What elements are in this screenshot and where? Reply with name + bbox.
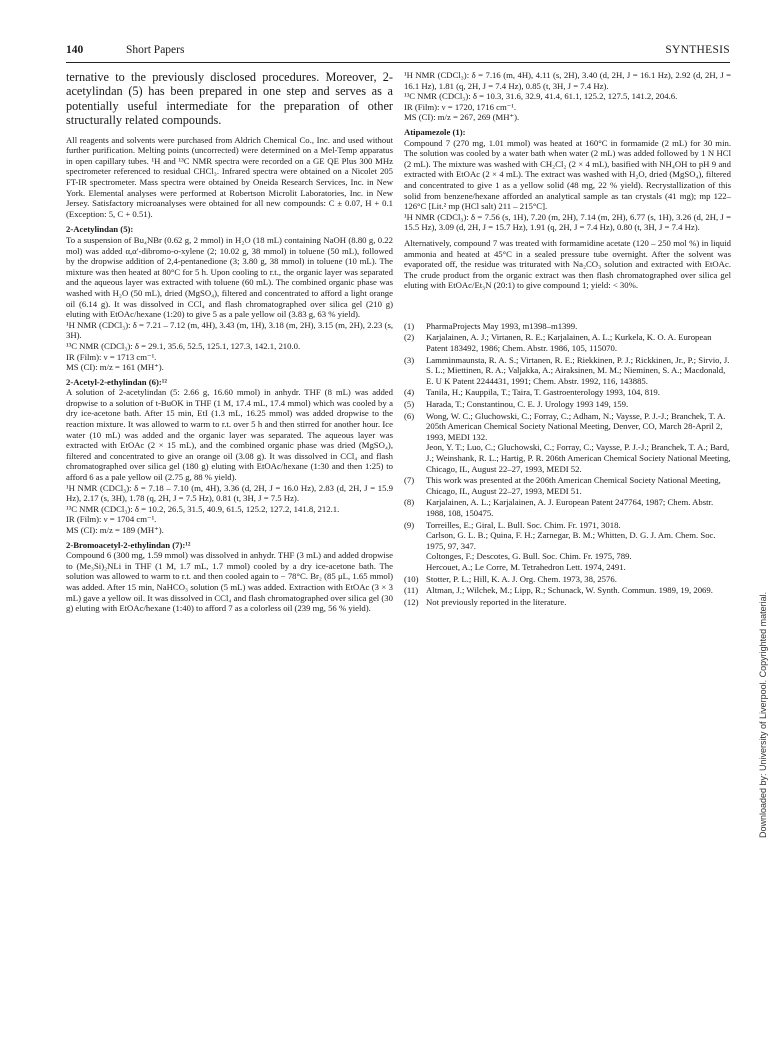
reference-citation: Karjalainen, A. L.; Karjalainen, A. J. European Patent 247764, 1987; Chem. Abstr. 1988, 108, 150475.	[426, 497, 714, 518]
reference-item	[404, 597, 731, 608]
compound-5-13c-nmr: ¹³C NMR (CDCl₃): δ = 29.1, 35.6, 52.5, 125.1, 127.3, 142.1, 210.0.	[66, 340, 301, 351]
intro-paragraph: ternative to the previously disclosed procedures. Moreover, 2-acetylindan (5) has been prepared in one step and serves as a potentially useful intermediate for the preparation of other structurally related compounds.	[66, 70, 393, 128]
reference-number: (12)	[404, 596, 419, 607]
reference-citation: Torreilles, E.; Giral, L. Bull. Soc. Chim. Fr. 1971, 3018.	[426, 519, 621, 530]
reference-text	[426, 597, 731, 608]
section-title: Short Papers	[126, 44, 185, 56]
compound-7-1h-nmr: ¹H NMR (CDCl₃): δ = 7.16 (m, 4H), 4.11 (s, 2H), 3.40 (d, 2H, J = 16.1 Hz), 2.92 (d, 2H, J = 16.1 Hz), 1.81 (q, 2H, J = 7.4 Hz), 0.85 (t, 3H, J = 7.4 Hz).	[404, 70, 731, 91]
reference-citation: Hercouet, A.; Le Corre, M. Tetrahedron Lett. 1974, 2491.	[426, 561, 626, 572]
reference-citation: Not previously reported in the literature.	[426, 596, 567, 607]
reference-number: (7)	[404, 475, 415, 486]
compound-6-procedure: A solution of 2-acetylindan (5: 2.66 g, 16.60 mmol) in anhydr. THF (8 mL) was added dropwise to a solution of t-BuOK in THF (1 M, 17.4 mL, 17.4 mmol) which was cooled by a dry ice-acetone bath. After 15 min, EtI (1.3 mL, 16.25 mmol) was added dropwise to the reaction mixture. It was allowed to warm to r.t. over 5 h and then stirred for another hour. Ice water (10 mL) was added and the organic layer was separated. The aqueous layer was extracted with EtOAc (2 × 15 mL), and the combined organic phase was dried (MgSO₄), filtered and concentrated to give an orange oil (3.08 g). It was dissolved in CCl₄ and flash chromatographed over silica gel (180 g) eluting with EtOAc/hexane (1:30 and then 1:25) to afford 6 as a pale yellow oil (2.75 g, 88 % yield).	[66, 387, 393, 483]
reference-citation: Carlson, G. L. B.; Quina, F. H.; Zarnegar, B. M.; Whitten, D. G. J. Am. Chem. Soc. 1975, 97, 347.	[426, 530, 716, 551]
reference-number: (3)	[404, 354, 415, 365]
page-number: 140	[66, 44, 84, 56]
reference-text	[426, 411, 731, 475]
reference-citation: This work was presented at the 206th American Chemical Society National Meeting, Chicago, IL, August 22–27, 1993, MEDI 51.	[426, 475, 721, 496]
left-column	[66, 70, 393, 614]
reference-text	[426, 574, 731, 585]
atipamezole-heading: Atipamezole (1):	[404, 126, 466, 137]
reference-text	[426, 321, 731, 332]
reference-item	[404, 520, 731, 573]
reference-citation: Jeon, Y. T.; Luo, C.; Gluchowski, C.; Forray, C.; Vaysse, P. J.-J.; Branchek, T. A.; Bard, J.; Weinshank, R. L.; Hartig, P. R. 206th American Chemical Society National Meeting, Chicago, IL, August 22–27, 1993, MEDI 52.	[426, 442, 731, 474]
reference-citation: Lamminmaunsta, R. A. S.; Virtanen, R. E.; Riekkinen, P. J.; Rickkinen, Jr., P.; Sirvio, J. S. L.; Miettinen, R. A.; Valjakka, A.; Airaksinen, M. M.; Nieminen, S. A.; Macdonald, E. U K Patent 2244431, 1991; Chem. Abstr. 1992, 116, 143885.	[426, 354, 730, 386]
references-list	[404, 321, 731, 607]
right-column	[404, 70, 731, 608]
reference-number: (9)	[404, 519, 415, 530]
compound-5-ms: MS (CI): m/z = 161 (MH⁺).	[66, 362, 164, 373]
compound-5-ir: IR (Film): ν = 1713 cm⁻¹.	[66, 351, 157, 362]
compound-6-ms: MS (CI): m/z = 189 (MH⁺).	[66, 525, 164, 535]
reference-citation: Harada, T.; Constantinou, C. E. J. Urology 1993 149, 159.	[426, 399, 629, 410]
reference-citation: Altman, J.; Wilchek, M.; Lipp, R.; Schunack, W. Synth. Commun. 1989, 19, 2069.	[426, 585, 713, 596]
compound-6-ir: IR (Film): ν = 1704 cm⁻¹.	[66, 514, 157, 525]
header-rule	[66, 62, 730, 63]
reference-text	[426, 585, 731, 596]
reference-item	[404, 355, 731, 387]
compound-6-heading: 2-Acetyl-2-ethylindan (6):¹²	[66, 376, 167, 387]
journal-name: SYNTHESIS	[665, 44, 730, 56]
page-header	[66, 44, 730, 60]
reference-text	[426, 399, 731, 410]
compound-6-1h-nmr: ¹H NMR (CDCl₃): δ = 7.18 – 7.10 (m, 4H), 3.36 (d, 2H, J = 16.0 Hz), 2.83 (d, 2H, J = 15.9 Hz), 2.17 (s, 3H), 1.78 (q, 2H, J = 7.5 Hz), 0.81 (t, 3H, J = 7.5 Hz).	[66, 482, 393, 504]
reference-item	[404, 475, 731, 496]
reference-number: (2)	[404, 332, 415, 343]
atipamezole-procedure: Compound 7 (270 mg, 1.01 mmol) was heated at 160°C in formamide (2 mL) for 30 min. The solution was cooled by a water bath when water (2 mL) was added followed by 1 N HCl (2 mL). The mixture was washed with CH₂Cl₂ (2 × 4 mL), basified with NH₄OH to pH 9 and extracted with EtOAc (2 × 4 mL). The extract was washed with H₂O, dried (MgSO₄), filtered and concentrated to give 1 as a yellow solid (48 mg, 22 % yield). Recrystallization of this solid from benzene/hexane afforded an analytical sample as tan crystals (41 mg); mp 122–126°C [Lit.² mp (HCl salt) 211 – 215°C].	[404, 137, 731, 212]
general-methods-paragraph: All reagents and solvents were purchased from Aldrich Chemical Co., Inc. and used without further purification. Melting points (uncorrected) were determined on a Mel-Temp apparatus in open capillary tubes. ¹H and ¹³C NMR spectra were recorded on a GE QE Plus 300 MHz spectrometer referenced to residual CHCl₃. Infrared spectra were obtained on a Nicolet 205 FT-IR spectrometer. Mass spectra were obtained by Oneida Research Services, Inc. in New York. Elemental analyses were performed at Robertson Microlit Laboratories, Inc. in New Jersey. Satisfactory microanalyses were obtained for all new compounds: C ± 0.07, H + 0.1 (Exception: 5, C + 0.51).	[66, 134, 393, 219]
reference-item	[404, 574, 731, 585]
reference-citation: Wong, W. C.; Gluchowski, C.; Forray, C.; Adham, N.; Vaysse, P. J.-J.; Branchek, T. A. 205th American Chemical Society National Meeting, Denver, CO, March 28-April 2, 1993, MEDI 132.	[426, 410, 726, 442]
reference-text	[426, 387, 731, 398]
reference-citation: Karjalainen, A. J.; Virtanen, R. E.; Karjalainen, A. L.; Kurkela, K. O. A. European Patent 183492, 1986; Chem. Abstr. 1986, 105, 115070.	[426, 332, 712, 354]
compound-5-procedure: To a suspension of Bu₄NBr (0.62 g, 2 mmol) in H₂O (18 mL) containing NaOH (8.80 g, 0.22 mol) was added α,α′-dibromo-o-xylene (2; 10.02 g, 38 mmol) in toluene (50 mL), followed by the dropwise addition of 2,4-pentanedione (3; 3.80 g, 38 mmol) in toluene (10 mL). The mixture was then heated at 80°C for 5 h. Upon cooling to r.t., the organic layer was separated and the aqueous layer was extracted with toluene (60 mL). The combined organic phase was washed with H₂O (50 mL), dried (MgSO₄), filtered and concentrated to afford a light orange oil (6.14 g). It was dissolved in CCl₄ and flash chromatographed over silica gel (210 g) eluting with EtOAc/hexane (1:20) to give 5 as a pale yellow oil (3.83 g, 63 % yield).	[66, 234, 393, 320]
reference-item	[404, 332, 731, 353]
reference-text	[426, 475, 731, 496]
reference-text	[426, 355, 731, 387]
reference-citation: Coltonges, F.; Descotes, G. Bull. Soc. Chim. Fr. 1975, 789.	[426, 551, 632, 562]
reference-citation: Stotter, P. L.; Hill, K. A. J. Org. Chem. 1973, 38, 2576.	[426, 573, 617, 584]
reference-citation: PharmaProjects May 1993, m1398–m1399.	[426, 320, 578, 331]
alternative-procedure: Alternatively, compound 7 was treated with formamidine acetate (120 – 250 mol %) in liquid ammonia and heated at 45°C in a sealed pressure tube overnight. After the solvent was evaporated off, the residue was triturated with Na₂CO₃ solution and extracted with EtOAc. The crude product from the organic extract was then flash chromatographed over silica gel eluting with EtOAc/Et₃N (20:1) to give compound 1; yield: < 30%.	[404, 237, 731, 291]
reference-number: (11)	[404, 585, 419, 596]
reference-number: (10)	[404, 573, 419, 584]
compound-6-13c-nmr: ¹³C NMR (CDCl₃): δ = 10.2, 26.5, 31.5, 40.9, 61.5, 125.2, 127.2, 141.8, 212.1.	[66, 503, 340, 514]
reference-item	[404, 387, 731, 398]
compound-7-procedure: Compound 6 (300 mg, 1.59 mmol) was dissolved in anhydr. THF (3 mL) and added dropwise to (Me₃Si)₂NLi in THF (1 M, 1.7 mL, 1.7 mmol) cooled by a dry ice-acetone bath. The solution was allowed to warm to r.t. and then cooled again to − 78°C. Br₂ (85 μL, 1.65 mmol) was added. After 15 min, NaHCO₃ solution (5 mL) was added. Extraction with EtOAc (3 × 3 mL) gave a yellow oil. It was dissolved in CCl₄ and flash chromatographed over silica gel (30 g) eluting with EtOAc/hexane (1:40) to afford 7 as a colorless oil (239 mg, 56 % yield).	[66, 550, 393, 614]
reference-item	[404, 399, 731, 410]
reference-text	[426, 332, 731, 353]
reference-item	[404, 411, 731, 475]
compound-7-ir: IR (Film): ν = 1720, 1716 cm⁻¹.	[404, 101, 517, 112]
download-notice-text: Downloaded by: University of Liverpool. Copyrighted material.	[758, 591, 768, 838]
compound-5-heading: 2-Acetylindan (5):	[66, 224, 134, 235]
reference-item	[404, 497, 731, 518]
atipamezole-1h-nmr: ¹H NMR (CDCl₃): δ = 7.56 (s, 1H), 7.20 (m, 2H), 7.14 (m, 2H), 6.77 (s, 1H), 3.26 (d, 2H, J = 15.5 Hz), 3.09 (d, 2H, J = 15.7 Hz), 1.91 (q, 2H, J = 7.4 Hz), 0.80 (t, 3H, J = 7.4 Hz).	[404, 211, 731, 233]
reference-item	[404, 585, 731, 596]
reference-text	[426, 497, 731, 518]
reference-number: (5)	[404, 399, 415, 410]
compound-7-heading: 2-Bromoacetyl-2-ethylindan (7):¹²	[66, 539, 191, 550]
reference-item	[404, 321, 731, 332]
reference-citation: Tanila, H.; Kauppila, T.; Taira, T. Gastroenterology 1993, 104, 819.	[426, 387, 660, 398]
reference-number: (8)	[404, 497, 415, 508]
reference-text	[426, 520, 731, 573]
compound-7-ms: MS (CI): m/z = 267, 269 (MH⁺).	[404, 112, 520, 123]
compound-5-1h-nmr: ¹H NMR (CDCl₃): δ = 7.21 – 7.12 (m, 4H), 3.43 (m, 1H), 3.18 (m, 2H), 3.15 (m, 2H), 2.23 (s, 3H).	[66, 319, 393, 341]
reference-number: (4)	[404, 387, 415, 398]
reference-number: (6)	[404, 410, 415, 421]
reference-number: (1)	[404, 320, 415, 331]
compound-7-13c-nmr: ¹³C NMR (CDCl₃): δ = 10.3, 31.6, 32.9, 41.4, 61.1, 125.2, 127.5, 141.2, 204.6.	[404, 91, 678, 102]
